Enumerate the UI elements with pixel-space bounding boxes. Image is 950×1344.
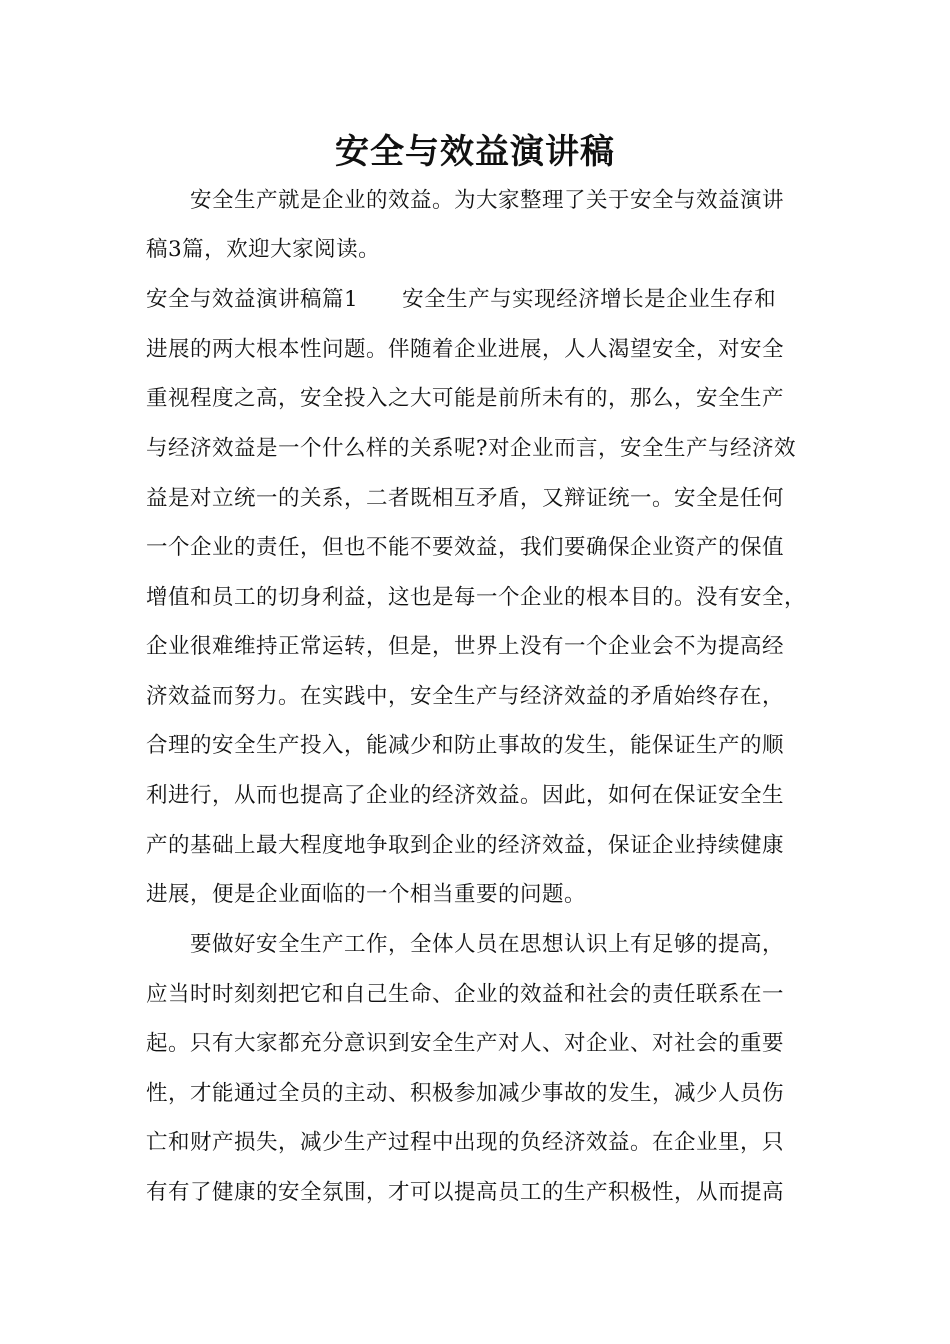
text-line: 与经济效益是一个什么样的关系呢?对企业而言，安全生产与经济效 [146,436,797,461]
text-line: 有有了健康的安全氛围，才可以提高员工的生产积极性，从而提高 [146,1180,785,1205]
text-line: 增值和员工的切身利益，这也是每一个企业的根本目的。没有安全， [146,585,807,610]
text-line: 重视程度之高，安全投入之大可能是前所未有的，那么，安全生产 [146,386,785,411]
text-line: 亡和财产损失，减少生产过程中出现的负经济效益。在企业里，只 [146,1130,785,1155]
text-line: 合理的安全生产投入，能减少和防止事故的发生，能保证生产的顺 [146,733,785,758]
text-line: 安全与效益演讲稿篇1 安全生产与实现经济增长是企业生存和 [146,287,777,312]
text-line: 一个企业的责任，但也不能不要效益，我们要确保企业资产的保值 [146,535,785,560]
text-line: 进展的两大根本性问题。伴随着企业进展，人人渴望安全，对安全 [146,337,785,362]
text-line: 企业很难维持正常运转，但是，世界上没有一个企业会不为提高经 [146,634,785,659]
text-line: 要做好安全生产工作，全体人员在思想认识上有足够的提高， [146,932,785,957]
document-title: 安全与效益演讲稿 [335,132,615,172]
text-line: 济效益而努力。在实践中，安全生产与经济效益的矛盾始终存在， [146,684,785,709]
text-line: 应当时时刻刻把它和自己生命、企业的效益和社会的责任联系在一 [146,982,785,1007]
text-line: 稿3篇，欢迎大家阅读。 [146,237,381,262]
text-line: 益是对立统一的关系，二者既相互矛盾，又辩证统一。安全是任何 [146,486,785,511]
text-line: 安全生产就是企业的效益。为大家整理了关于安全与效益演讲 [146,188,785,213]
text-line: 起。只有大家都充分意识到安全生产对人、对企业、对社会的重要 [146,1031,785,1056]
text-line: 进展，便是企业面临的一个相当重要的问题。 [146,882,587,907]
text-line: 性，才能通过全员的主动、积极参加减少事故的发生，减少人员伤 [146,1081,785,1106]
text-line: 利进行，从而也提高了企业的经济效益。因此，如何在保证安全生 [146,783,785,808]
text-line: 产的基础上最大程度地争取到企业的经济效益，保证企业持续健康 [146,833,785,858]
